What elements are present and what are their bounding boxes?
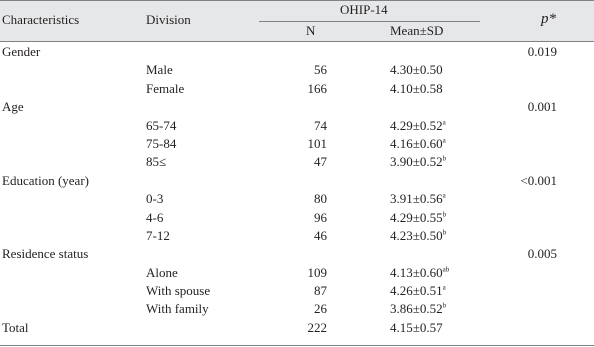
cell-characteristic: Residence status bbox=[2, 246, 89, 262]
cell-division: Male bbox=[146, 62, 173, 78]
cell-division: With family bbox=[146, 301, 209, 317]
cell-mean-sd bbox=[390, 153, 446, 170]
table-row bbox=[0, 189, 594, 207]
cell-n: 47 bbox=[314, 154, 327, 170]
table-row bbox=[0, 281, 594, 299]
table-row bbox=[0, 79, 594, 97]
cell-mean-sd bbox=[390, 264, 449, 281]
mean-sd-value: 3.86±0.52 bbox=[390, 301, 443, 317]
table-row bbox=[0, 134, 594, 152]
cell-division: Female bbox=[146, 80, 185, 96]
cell-n: 101 bbox=[307, 135, 327, 151]
table-row bbox=[0, 171, 594, 189]
cell-characteristic: Gender bbox=[2, 44, 41, 59]
cell-n: 109 bbox=[307, 264, 327, 280]
cell-n: 222 bbox=[307, 319, 327, 335]
table-row bbox=[0, 299, 594, 317]
table-header bbox=[0, 0, 594, 42]
header-ohip: OHIP-14 bbox=[340, 2, 388, 17]
cell-mean-sd bbox=[390, 61, 443, 78]
cell-division: 65-74 bbox=[146, 117, 177, 133]
mean-sd-value: 4.15±0.57 bbox=[390, 319, 443, 335]
mean-sd-value: 4.10±0.58 bbox=[390, 80, 443, 96]
cell-mean-sd bbox=[390, 319, 443, 336]
cell-n: 166 bbox=[307, 80, 327, 96]
cell-n: 80 bbox=[314, 191, 327, 207]
cell-n: 87 bbox=[314, 283, 327, 299]
mean-sd-value: 4.30±0.50 bbox=[390, 62, 443, 78]
table-row bbox=[0, 318, 594, 336]
superscript-letter: a bbox=[442, 118, 446, 127]
cell-mean-sd bbox=[390, 300, 446, 317]
mean-sd-value: 4.16±0.60 bbox=[390, 135, 443, 151]
cell-p-value: 0.005 bbox=[527, 246, 557, 262]
table-row bbox=[0, 263, 594, 281]
table-row bbox=[0, 42, 594, 60]
header-p: p* bbox=[541, 11, 556, 27]
table-body bbox=[0, 42, 594, 336]
table-bottom-rule bbox=[0, 345, 594, 346]
cell-mean-sd bbox=[390, 190, 446, 207]
cell-division: 0-3 bbox=[146, 191, 164, 207]
cell-n: 46 bbox=[314, 227, 327, 243]
header-mean: Mean±SD bbox=[390, 23, 444, 38]
cell-division: With spouse bbox=[146, 283, 211, 299]
mean-sd-value: 3.90±0.52 bbox=[390, 154, 443, 170]
superscript-letter: b bbox=[442, 302, 447, 311]
mean-sd-value: 4.29±0.52 bbox=[390, 117, 443, 133]
superscript-letter: b bbox=[442, 210, 447, 219]
cell-p-value: <0.001 bbox=[520, 172, 557, 188]
cell-division: 7-12 bbox=[146, 227, 170, 243]
cell-mean-sd bbox=[390, 80, 443, 97]
cell-n: 74 bbox=[314, 117, 327, 133]
mean-sd-value: 4.26±0.51 bbox=[390, 283, 443, 299]
header-group-rule bbox=[259, 21, 480, 22]
table-row bbox=[0, 152, 594, 170]
table-row bbox=[0, 208, 594, 226]
cell-characteristic: Age bbox=[2, 99, 24, 115]
table-row bbox=[0, 60, 594, 78]
cell-mean-sd bbox=[390, 135, 446, 152]
cell-mean-sd bbox=[390, 282, 446, 299]
mean-sd-value: 4.13±0.60 bbox=[390, 264, 443, 280]
superscript-letter: a bbox=[442, 283, 446, 292]
cell-p-value: 0.019 bbox=[527, 44, 557, 59]
cell-division: 4-6 bbox=[146, 209, 164, 225]
cell-division: 75-84 bbox=[146, 135, 177, 151]
mean-sd-value: 4.23±0.50 bbox=[390, 227, 443, 243]
superscript-letter: b bbox=[442, 228, 447, 237]
cell-division: 85≤ bbox=[146, 154, 167, 170]
superscript-letter: b bbox=[442, 155, 447, 164]
superscript-letter: a bbox=[442, 191, 446, 200]
mean-sd-value: 3.91±0.56 bbox=[390, 191, 443, 207]
cell-characteristic: Education (year) bbox=[2, 172, 89, 188]
cell-n: 96 bbox=[314, 209, 327, 225]
cell-mean-sd bbox=[390, 117, 446, 134]
table-row bbox=[0, 244, 594, 262]
table-row bbox=[0, 116, 594, 134]
superscript-letter: ab bbox=[442, 265, 450, 274]
mean-sd-value: 4.29±0.55 bbox=[390, 209, 443, 225]
header-n: N bbox=[306, 23, 316, 38]
cell-mean-sd bbox=[390, 227, 446, 244]
cell-division: Alone bbox=[146, 264, 178, 280]
cell-mean-sd bbox=[390, 209, 446, 226]
header-division: Division bbox=[146, 12, 191, 27]
header-characteristics: Characteristics bbox=[2, 12, 80, 27]
cell-n: 26 bbox=[314, 301, 327, 317]
superscript-letter: a bbox=[442, 136, 446, 145]
cell-characteristic: Total bbox=[2, 319, 29, 335]
cell-n: 56 bbox=[314, 62, 327, 78]
cell-p-value: 0.001 bbox=[527, 99, 557, 115]
table-row bbox=[0, 97, 594, 115]
table-row bbox=[0, 226, 594, 244]
